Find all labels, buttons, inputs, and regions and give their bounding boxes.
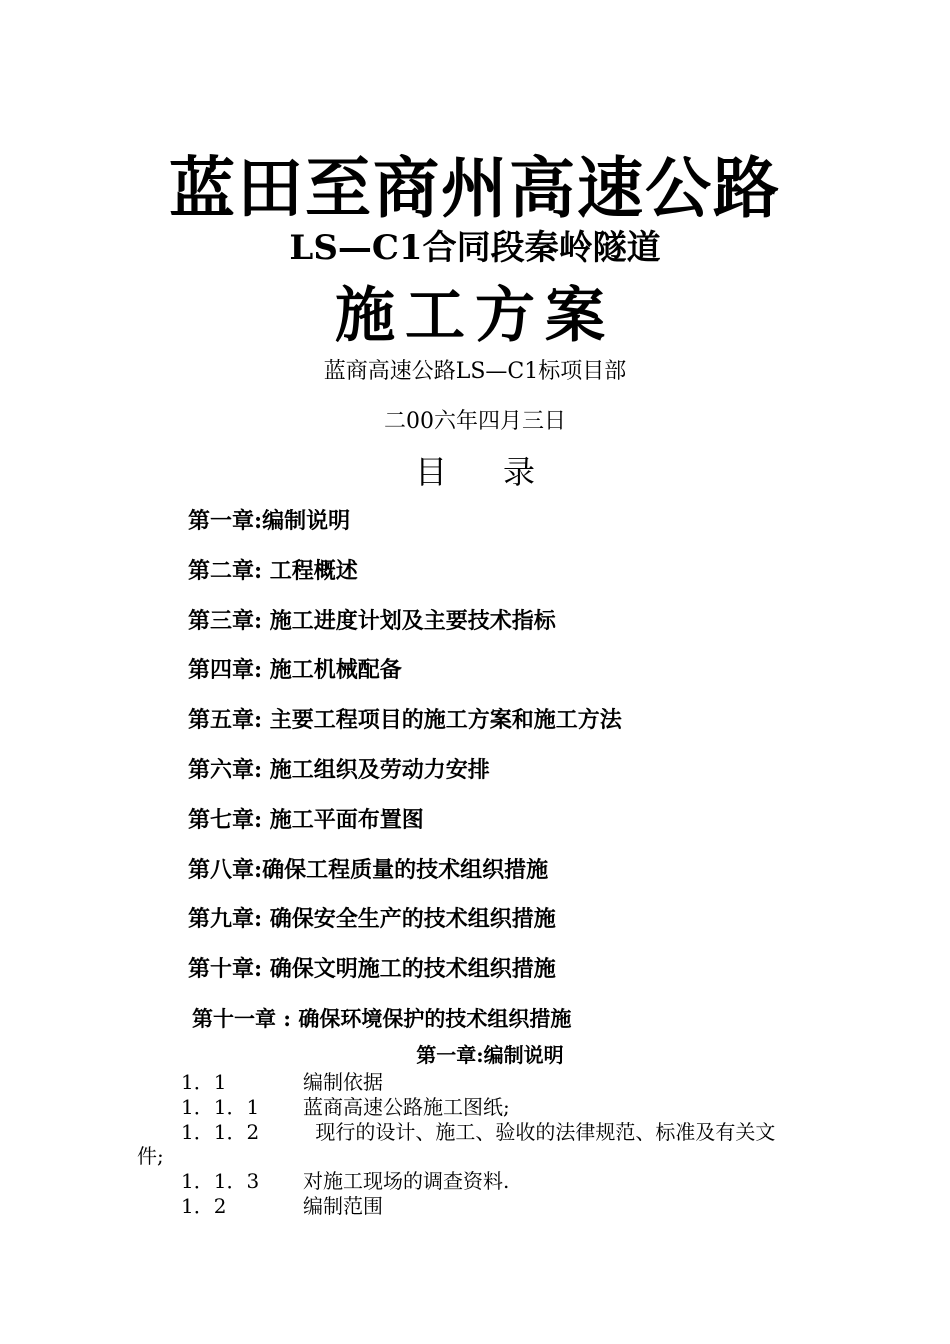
body-line	[137, 1144, 857, 1169]
clause-number: 1．1．3	[181, 1169, 260, 1194]
body-line	[137, 1070, 857, 1095]
clause-text: 现行的设计、施工、验收的法律规范、标准及有关文	[309, 1119, 776, 1144]
toc-item[interactable]: 第三章: 施工进度计划及主要技术指标	[188, 607, 556, 634]
chapter-heading: 第一章:编制说明	[416, 1043, 564, 1067]
clause-number: 1．2	[181, 1193, 227, 1218]
clause-number: 1．1．1	[181, 1094, 260, 1119]
construction-plan-title: 施工方案	[335, 281, 615, 351]
toc-item[interactable]: 第六章: 施工组织及劳动力安排	[188, 756, 490, 783]
toc-item[interactable]: 第九章: 确保安全生产的技术组织措施	[188, 906, 556, 933]
toc-item[interactable]: 第八章:确保工程质量的技术组织措施	[188, 856, 549, 883]
clause-number: 1．1．2	[181, 1119, 260, 1144]
project-title: 蓝田至商州高速公路	[169, 149, 781, 227]
toc-item[interactable]: 第十一章 : 确保环境保护的技术组织措施	[192, 1005, 572, 1031]
chapter-body	[137, 1070, 857, 1219]
body-line	[137, 1120, 857, 1145]
organization-name: 蓝商高速公路LS—C1标项目部	[323, 359, 627, 384]
toc-heading-right: 录	[503, 453, 536, 491]
table-of-contents	[188, 503, 888, 1051]
toc-item[interactable]: 第一章:编制说明	[188, 508, 351, 534]
body-line	[137, 1095, 857, 1120]
clause-text-continuation: 件;	[137, 1144, 164, 1169]
toc-item[interactable]: 第五章: 主要工程项目的施工方案和施工方法	[188, 707, 622, 734]
contract-section-title: LS—C1合同段秦岭隧道	[289, 228, 661, 268]
toc-item[interactable]: 第七章: 施工平面布置图	[188, 806, 424, 833]
clause-text: 编制范围	[303, 1193, 383, 1218]
clause-text: 编制依据	[303, 1070, 383, 1094]
toc-heading	[0, 450, 950, 494]
toc-item[interactable]: 第四章: 施工机械配备	[188, 657, 402, 684]
clause-text: 蓝商高速公路施工图纸;	[303, 1094, 510, 1119]
toc-heading-left: 目	[414, 453, 447, 491]
body-line	[137, 1169, 857, 1194]
clause-number: 1．1	[181, 1070, 227, 1094]
toc-item[interactable]: 第二章: 工程概述	[188, 557, 358, 584]
document-date: 二00六年四月三日	[384, 409, 566, 434]
body-line	[137, 1194, 857, 1219]
toc-item[interactable]: 第十章: 确保文明施工的技术组织措施	[188, 956, 556, 983]
clause-text: 对施工现场的调查资料.	[303, 1169, 510, 1194]
